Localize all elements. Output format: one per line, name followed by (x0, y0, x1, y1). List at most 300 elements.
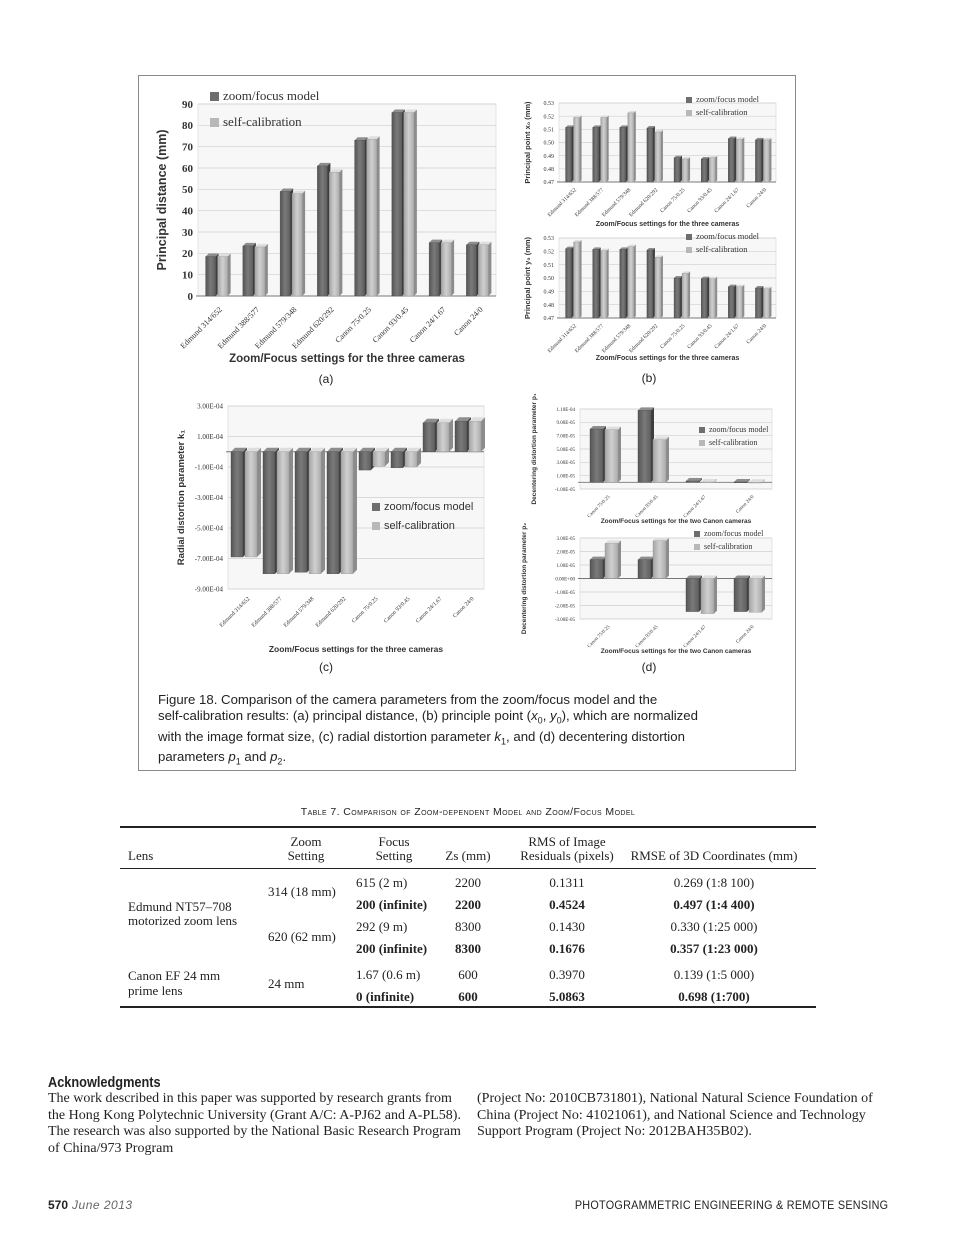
legend-swatch (699, 440, 705, 446)
bar-zoom-model-8 (755, 140, 761, 182)
y-tick-label: 3.00E-05 (556, 536, 575, 542)
bar-zoom-model-4 (327, 452, 339, 574)
x-axis-title: Zoom/Focus settings for the two Canon cameras (600, 648, 752, 655)
y-tick-label: 30 (182, 226, 193, 239)
bar-zoom-model-4 (647, 128, 653, 182)
bar-self-calib-6 (405, 452, 417, 467)
bar-zoom-model-7 (728, 139, 734, 182)
bar-side (653, 248, 655, 318)
x-category-label: Canon 24/1.67 (713, 187, 741, 215)
y-tick-label: 50 (182, 184, 193, 197)
bar-side (762, 576, 765, 613)
bar-side (321, 448, 325, 574)
bar-side (666, 538, 669, 579)
cell-rms-row-1: 0.1311 (549, 875, 585, 890)
y-tick-label: -9.00E-04 (194, 585, 223, 594)
bar-self-calib-1 (574, 117, 580, 182)
y-tick-label: 1.00E-05 (556, 563, 575, 569)
legend-swatch (686, 97, 692, 103)
cell-rmse-row-5: 0.139 (1:5 000) (673, 967, 755, 982)
cell-focus-row-1: 615 (2 m) (356, 875, 408, 890)
header-focus-2: Setting (375, 848, 413, 863)
bar-side (580, 240, 582, 318)
y-tick-label: 90 (182, 98, 193, 111)
bar-side (661, 130, 663, 182)
bar-zoom-model-4 (734, 579, 747, 612)
y-tick-label: -5.00E-04 (194, 524, 223, 533)
x-category-label: Canon 75/0.25 (587, 494, 612, 520)
x-axis-title: Zoom/Focus settings for the three cameras (229, 353, 465, 365)
bar-side (572, 247, 574, 318)
x-category-label: Canon 75/0.25 (351, 596, 380, 625)
bar-side (414, 110, 417, 296)
cell-focus-row-3: 292 (9 m) (356, 919, 408, 934)
bar-zoom-model-4 (734, 482, 747, 483)
y-tick-label: 2.00E-05 (556, 550, 575, 556)
bar-zoom-model-7 (423, 423, 435, 452)
bar-self-calib-8 (478, 245, 488, 296)
legend-label: self-calibration (696, 107, 748, 117)
x-axis-title: Zoom/Focus settings for the two Canon cameras (600, 518, 752, 525)
x-category-label: Edmund 579/348 (601, 187, 633, 219)
y-tick-label: 0.52 (543, 114, 554, 121)
legend-label: self-calibration (223, 114, 302, 129)
cell-rms-row-5: 0.3970 (549, 967, 585, 982)
x-category-label: Canon 24/0 (735, 494, 756, 515)
bar-zoom-model-7 (429, 243, 439, 296)
chart-b2 (523, 231, 776, 385)
y-tick-label: 80 (182, 120, 193, 133)
ack-col-1: The work described in this paper was supported by research grants from the Hong Kong Polytechnic University (Grant A/C: A-PJ62 and A-PL58). The research was also supported by the National Basic Research Program of China/973 Program (48, 1091, 461, 1156)
journal-name: PHOTOGRAMMETRIC ENGINEERING & REMOTE SENSING (574, 1198, 888, 1212)
header-zoom-1: Zoom (290, 834, 322, 849)
bar-self-calib-7 (736, 139, 742, 182)
bar-self-calib-5 (682, 273, 688, 318)
y-tick-label: 0.49 (543, 289, 554, 296)
bar-side (688, 271, 690, 318)
bar-self-calib-7 (437, 423, 449, 452)
bar-zoom-model-6 (701, 279, 707, 318)
bar-self-calib-2 (255, 247, 265, 296)
bar-self-calib-1 (605, 430, 618, 483)
ack-col-2: (Project No: 2010CB731801), National Natural Science Foundation of China (Project No: 41021061), and National Science and Technology Support Program (Project No: 2012BAH35B02). (477, 1091, 873, 1139)
bar-side (599, 247, 601, 318)
cell-rms-row-6: 5.0863 (549, 989, 585, 1004)
x-category-label: Edmund 579/348 (282, 596, 316, 629)
cell-rms-row-2: 0.4524 (549, 897, 585, 912)
bar-zoom-model-1 (566, 127, 572, 182)
page-number: 570 (48, 1198, 69, 1212)
bar-side (761, 286, 763, 318)
cell-focus-row-2: 200 (infinite) (356, 897, 428, 912)
y-tick-label: 5.00E-05 (556, 447, 575, 453)
y-tick-label: 70 (182, 141, 193, 154)
legend-label: zoom/focus model (223, 88, 320, 103)
bar-side (666, 437, 669, 483)
y-tick-label: 0.53 (543, 101, 554, 108)
y-tick-label: 0.51 (543, 262, 554, 269)
panel-label-a: (a) (318, 372, 334, 386)
legend-label: self-calibration (696, 244, 748, 254)
header-focus-1: Focus (378, 834, 410, 849)
table-rule-mid (120, 868, 816, 869)
y-axis-title: Principal distance (mm) (155, 129, 169, 271)
bar-self-calib-4 (749, 482, 762, 483)
cell-zs-row-5: 600 (458, 967, 478, 982)
legend-label: self-calibration (704, 542, 753, 551)
bar-self-calib-5 (682, 159, 688, 182)
bar-side (715, 277, 717, 318)
x-category-label: Canon 24/0 (745, 187, 768, 210)
bar-side (734, 285, 736, 318)
cell-rms-row-3: 0.1430 (549, 919, 585, 934)
x-category-label: Canon 24/1.67 (415, 596, 444, 625)
bar-self-calib-2 (653, 440, 666, 483)
cell-zs-row-6: 600 (458, 989, 478, 1004)
x-axis-title: Zoom/Focus settings for the three cameras (595, 221, 740, 228)
x-category-label: Canon 24/1.67 (683, 624, 708, 650)
x-axis-title: Zoom/Focus settings for the three cameras (595, 355, 740, 362)
y-tick-label: 1.00E-05 (556, 474, 575, 480)
bar-side (742, 137, 744, 182)
legend-label: self-calibration (709, 438, 758, 447)
bar-zoom-model-1 (590, 560, 603, 579)
y-tick-label: 1.00E-04 (197, 432, 223, 441)
bar-side (257, 448, 261, 557)
cell-zs-row-1: 2200 (455, 875, 481, 890)
chart-b1 (523, 94, 776, 228)
y-tick-label: -3.00E-04 (194, 493, 223, 502)
y-tick-label: 0.49 (543, 153, 554, 160)
bar-zoom-model-5 (674, 278, 680, 318)
x-category-label: Edmund 388/577 (573, 323, 606, 355)
bar-side (707, 157, 709, 182)
y-tick-label: 0.48 (543, 302, 554, 309)
bar-zoom-model-7 (728, 287, 734, 318)
x-category-label: Canon 93/0.45 (686, 187, 714, 215)
bar-side (302, 191, 305, 296)
x-category-label: Edmund 579/348 (253, 305, 299, 351)
x-category-label: Edmund 620/292 (290, 305, 336, 351)
bar-self-calib-4 (329, 172, 339, 296)
bar-side (607, 115, 609, 182)
legend-label: zoom/focus model (709, 425, 769, 434)
bar-zoom-model-2 (263, 452, 275, 574)
y-axis-title: Decentering distortion parameter p₂ (521, 522, 528, 635)
bar-side (634, 111, 636, 182)
x-category-label: Edmund 388/577 (215, 305, 262, 351)
bar-self-calib-2 (601, 117, 607, 182)
x-axis-title: Zoom/Focus settings for the three cameras (268, 644, 444, 654)
bar-side (599, 125, 601, 182)
bar-zoom-model-2 (638, 410, 651, 482)
cell-focus-row-5: 1.67 (0.6 m) (356, 967, 421, 982)
legend-label: zoom/focus model (704, 529, 764, 538)
header-rmse: RMSE of 3D Coordinates (mm) (630, 848, 798, 863)
legend-label: zoom/focus model (384, 501, 474, 513)
x-category-label: Canon 24/1.67 (713, 323, 741, 351)
bar-side (688, 157, 690, 182)
y-tick-label: 0.52 (543, 249, 554, 256)
bar-side (572, 125, 574, 182)
bar-zoom-model-5 (674, 158, 680, 182)
bar-side (618, 540, 621, 578)
x-category-label: Canon 93/0.45 (370, 305, 411, 345)
panel-label-b2: (b) (641, 371, 657, 385)
zoom-314: 314 (18 mm) (268, 884, 336, 899)
bar-self-calib-7 (441, 243, 451, 296)
legend-swatch (694, 531, 700, 537)
x-category-label: Edmund 314/652 (546, 323, 578, 355)
bar-self-calib-2 (653, 541, 666, 579)
bar-side (481, 417, 485, 452)
bar-self-calib-6 (709, 158, 715, 182)
legend-swatch (699, 427, 705, 433)
bar-side (742, 285, 744, 318)
x-category-label: Canon 93/0.45 (635, 494, 660, 520)
bar-self-calib-1 (245, 452, 257, 557)
y-tick-label: 1.10E-04 (556, 407, 575, 413)
x-category-label: Canon 24/1.67 (407, 305, 448, 345)
bar-self-calib-1 (605, 543, 618, 578)
bar-zoom-model-2 (638, 560, 651, 579)
x-category-label: Edmund 314/652 (546, 187, 578, 219)
lens-canon-1: Canon EF 24 mm (128, 968, 221, 983)
bar-self-calib-1 (218, 257, 228, 296)
y-tick-label: 3.00E-05 (556, 461, 575, 467)
bar-self-calib-3 (701, 579, 714, 614)
bar-zoom-model-2 (243, 246, 253, 296)
issue-date: June 2013 (72, 1198, 133, 1212)
figure-caption: Figure 18. Comparison of the camera parameters from the zoom/focus model and the self-calibration results: (a) principal distance, (b) principle point ($x_0$, $y_0$), which are normalized with the image format size, (c) radial distortion parameter $k_1$, and (d) decentering distortion parameters $p_1$ and $p_2$. (158, 692, 698, 767)
lens-edmund-2: motorized zoom lens (128, 913, 238, 928)
cell-zs-row-2: 2200 (455, 897, 481, 912)
bar-side (680, 156, 682, 182)
table-title: Table 7. Comparison of Zoom-dependent Model and Zoom/Focus Model (300, 806, 636, 818)
cell-rmse-row-3: 0.330 (1:25 000) (670, 919, 758, 934)
x-category-label: Edmund 388/577 (573, 187, 606, 219)
bar-zoom-model-2 (593, 249, 599, 318)
cell-focus-row-6: 0 (infinite) (356, 989, 415, 1004)
bar-side (634, 245, 636, 318)
legend-swatch (694, 544, 700, 550)
cell-rmse-row-6: 0.698 (1:700) (678, 989, 750, 1004)
y-axis-title: Decentering distortion parameter p₁ (531, 393, 538, 505)
legend-label: self-calibration (384, 520, 455, 532)
header-zoom-2: Setting (287, 848, 325, 863)
bar-self-calib-6 (709, 279, 715, 318)
y-axis-title: Principal point y₀ (mm) (523, 236, 532, 320)
bar-self-calib-8 (763, 140, 769, 182)
bar-zoom-model-4 (317, 166, 327, 296)
bar-zoom-model-6 (391, 452, 403, 468)
legend-swatch (372, 503, 380, 511)
chart-c (176, 402, 485, 674)
bar-self-calib-8 (763, 289, 769, 318)
x-category-label: Canon 24/1.67 (683, 494, 708, 520)
bar-side (488, 242, 491, 296)
bar-side (761, 138, 763, 182)
bar-zoom-model-3 (295, 452, 307, 572)
x-category-label: Canon 24/0 (735, 624, 756, 645)
y-tick-label: -2.00E-05 (554, 604, 575, 610)
y-tick-label: 0 (187, 290, 193, 303)
x-category-label: Canon 24/0 (452, 305, 485, 338)
bar-zoom-model-5 (359, 452, 371, 470)
bar-zoom-model-8 (455, 421, 467, 452)
y-tick-label: 0.00E+00 (555, 577, 575, 583)
footer-left (48, 1198, 133, 1212)
legend-swatch (686, 234, 692, 240)
x-category-label: Edmund 620/292 (628, 187, 660, 219)
x-category-label: Canon 93/0.45 (383, 596, 412, 625)
bar-zoom-model-3 (686, 579, 699, 612)
x-category-label: Edmund 620/292 (314, 596, 348, 629)
bar-self-calib-5 (373, 452, 385, 466)
y-tick-label: -1.00E-04 (194, 463, 223, 472)
bar-self-calib-2 (601, 251, 607, 318)
bar-zoom-model-8 (755, 288, 761, 318)
x-category-label: Canon 93/0.45 (635, 624, 660, 650)
bar-zoom-model-1 (231, 452, 243, 557)
bar-self-calib-5 (367, 139, 377, 296)
bar-self-calib-4 (341, 452, 353, 574)
x-category-label: Canon 75/0.25 (659, 323, 687, 351)
x-category-label: Edmund 620/292 (628, 323, 660, 355)
bar-side (626, 125, 628, 182)
bar-self-calib-6 (404, 113, 414, 296)
table-rule-top (120, 826, 816, 828)
bar-self-calib-3 (628, 247, 634, 318)
x-category-label: Canon 24/0 (745, 323, 768, 346)
header-rms-2: Residuals (pixels) (520, 848, 614, 863)
legend-swatch (686, 110, 692, 116)
y-tick-label: -1.00E-05 (554, 590, 575, 596)
header-rms-1: RMS of Image (528, 834, 606, 849)
bar-zoom-model-1 (590, 429, 603, 482)
bar-side (653, 126, 655, 182)
y-tick-label: 0.47 (543, 316, 554, 323)
bar-zoom-model-2 (593, 127, 599, 182)
bar-side (707, 277, 709, 318)
y-tick-label: 10 (182, 269, 193, 282)
bar-self-calib-3 (701, 482, 714, 483)
bar-side (228, 254, 231, 296)
y-tick-label: 60 (182, 162, 193, 175)
bar-self-calib-7 (736, 287, 742, 318)
zoom-24: 24 mm (268, 976, 305, 991)
bar-zoom-model-3 (620, 127, 626, 182)
bar-side (377, 136, 380, 296)
header-zs: Zs (mm) (445, 848, 491, 863)
y-axis-title: Radial distortion parameter k₁ (176, 429, 187, 566)
panel-label-c: (c) (319, 660, 333, 674)
cell-zs-row-4: 8300 (455, 941, 481, 956)
bar-zoom-model-3 (280, 191, 290, 296)
y-tick-label: 0.48 (543, 166, 554, 173)
bar-side (769, 287, 771, 318)
y-tick-label: 0.51 (543, 127, 554, 134)
bar-side (626, 247, 628, 318)
bar-side (769, 138, 771, 182)
bar-side (714, 576, 717, 614)
y-tick-label: 0.50 (543, 140, 554, 147)
bar-side (449, 419, 453, 452)
x-category-label: Canon 24/0 (452, 596, 476, 620)
bar-self-calib-2 (277, 452, 289, 574)
bar-side (661, 255, 663, 318)
bar-zoom-model-6 (701, 159, 707, 182)
cell-zs-row-3: 8300 (455, 919, 481, 934)
bar-side (289, 448, 293, 574)
y-tick-label: 7.00E-05 (556, 434, 575, 440)
bar-side (580, 115, 582, 182)
legend-swatch (372, 522, 380, 530)
cell-rmse-row-2: 0.497 (1:4 400) (673, 897, 755, 912)
panel-label-d2: (d) (641, 660, 657, 674)
chart-d2 (521, 523, 772, 674)
bar-zoom-model-1 (206, 257, 216, 296)
legend-swatch (686, 247, 692, 253)
lens-canon-2: prime lens (128, 983, 183, 998)
bar-self-calib-8 (469, 421, 481, 452)
bar-zoom-model-1 (566, 249, 572, 318)
legend-swatch (210, 92, 219, 101)
x-category-label: Canon 75/0.25 (333, 305, 374, 345)
x-category-label: Canon 75/0.25 (587, 624, 612, 650)
table-rule-bottom (120, 1006, 816, 1008)
bar-zoom-model-3 (686, 481, 699, 482)
bar-side (265, 244, 268, 296)
y-tick-label: 0.50 (543, 276, 554, 283)
y-tick-label: 3.00E-04 (197, 402, 223, 411)
caption-line-1: Figure 18. Comparison of the camera parameters from the zoom/focus model and the (158, 692, 658, 707)
y-tick-label: 0.53 (543, 236, 554, 243)
bar-side (715, 156, 717, 182)
y-tick-label: 20 (182, 248, 193, 261)
bar-zoom-model-3 (620, 249, 626, 318)
header-lens: Lens (128, 848, 154, 863)
bar-self-calib-4 (655, 132, 661, 182)
legend-swatch (210, 118, 219, 127)
chart-d1 (531, 393, 772, 525)
bar-self-calib-3 (628, 113, 634, 182)
bar-side (353, 448, 357, 574)
bar-zoom-model-6 (392, 113, 402, 296)
bar-side (451, 240, 454, 296)
bar-side (339, 169, 342, 296)
bar-zoom-model-5 (355, 140, 365, 296)
cell-rmse-row-1: 0.269 (1:8 100) (673, 875, 755, 890)
chart-a (155, 88, 496, 386)
bar-zoom-model-4 (647, 250, 653, 318)
y-tick-label: -7.00E-04 (194, 554, 223, 563)
x-category-label: Canon 93/0.45 (686, 323, 714, 351)
cell-focus-row-4: 200 (infinite) (356, 941, 428, 956)
legend-label: zoom/focus model (696, 94, 760, 104)
cell-rmse-row-4: 0.357 (1:23 000) (670, 941, 758, 956)
bar-side (680, 276, 682, 318)
ack-heading: Acknowledgments (48, 1074, 161, 1091)
x-category-label: Canon 75/0.25 (659, 187, 687, 215)
bar-self-calib-4 (749, 579, 762, 613)
zoom-620: 620 (62 mm) (268, 929, 336, 944)
y-tick-label: -1.00E-05 (554, 487, 575, 493)
bar-self-calib-3 (292, 194, 302, 296)
lens-edmund-1: Edmund NT57–708 (128, 899, 232, 914)
cell-rms-row-4: 0.1676 (549, 941, 585, 956)
bar-self-calib-3 (309, 452, 321, 574)
